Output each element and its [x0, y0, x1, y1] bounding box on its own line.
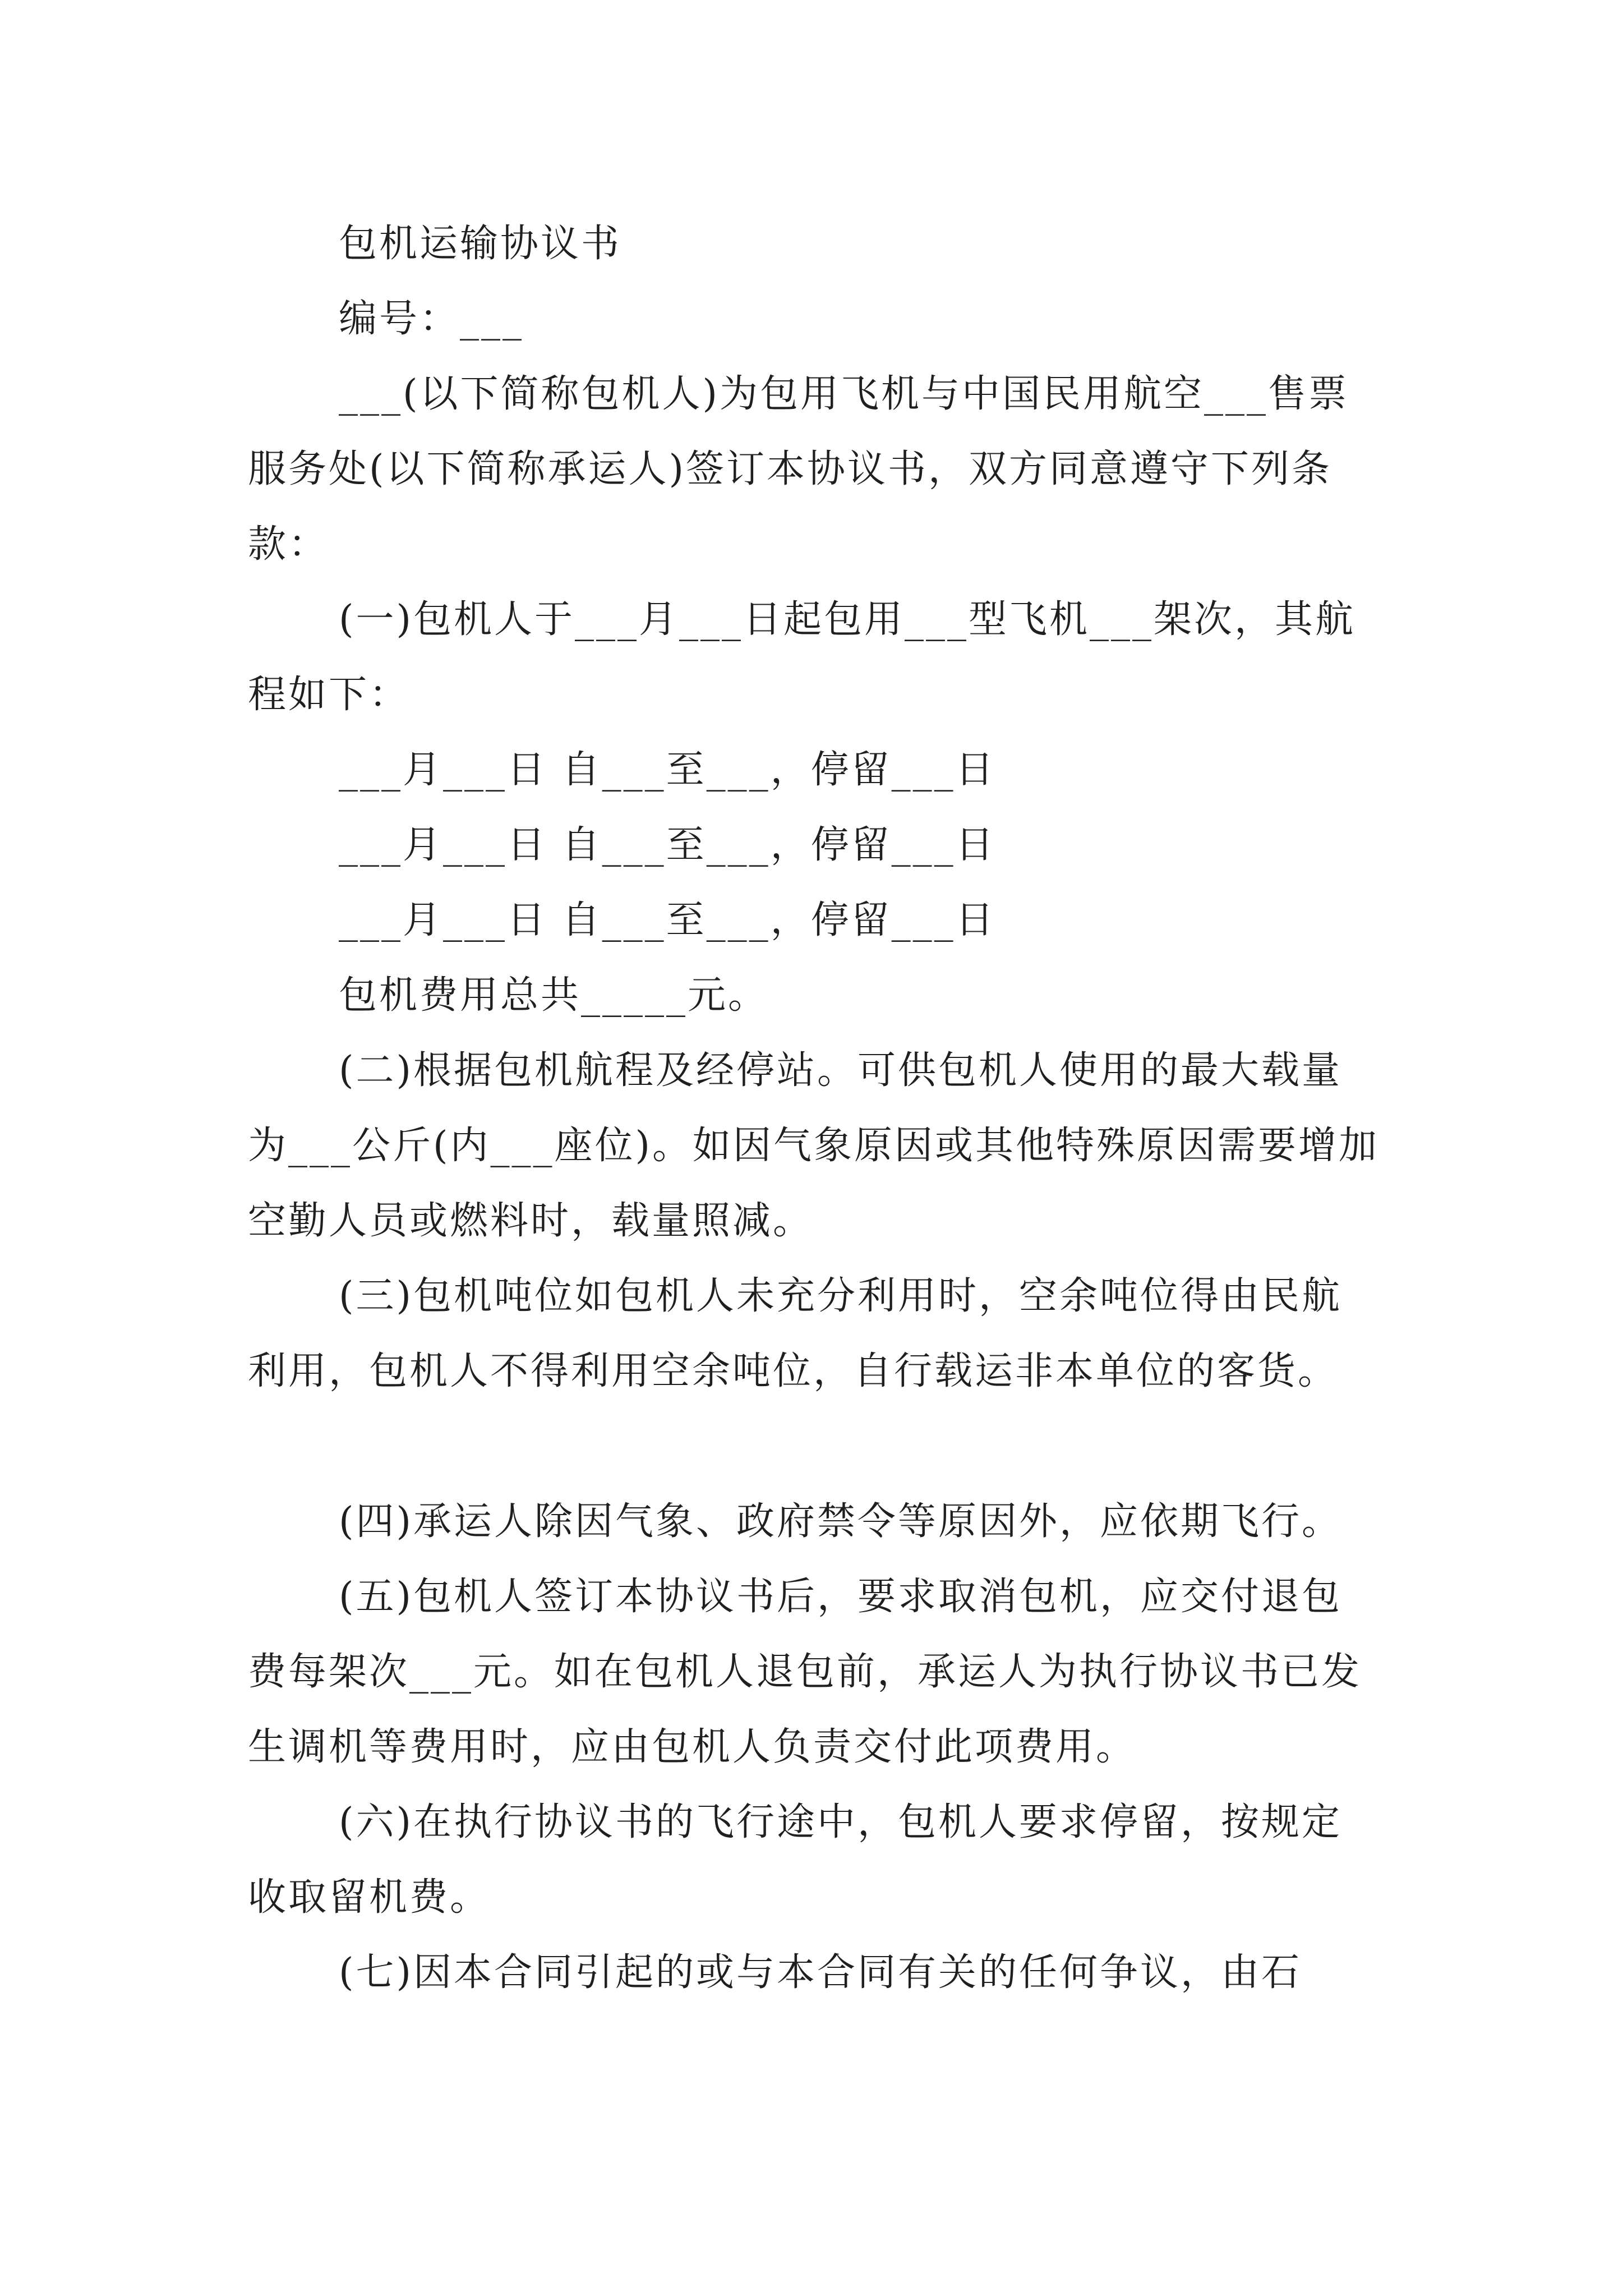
total-fee: 包机费用总共_____元。 [339, 973, 769, 1018]
intro-paragraph: ___(以下简称包机人)为包用飞机与中国民用航空___售票服务处(以下简称承运人)签订本协议书，双方同意遵守下列条款： [248, 372, 1349, 567]
clause-6: (六)在执行协议书的飞行途中，包机人要求停留，按规定收取留机费。 [248, 1800, 1343, 1920]
route-line-3: ___月___日 自___至___，停留___日 [339, 898, 996, 942]
clause-5: (五)包机人签订本协议书后，要求取消包机，应交付退包费每架次___元。如在包机人退包前，承运人为执行协议书已发生调机等费用时，应由包机人负责交付此项费用。 [248, 1575, 1362, 1769]
document-number: 编号：___ [339, 297, 524, 341]
route-line-1: ___月___日 自___至___，停留___日 [339, 748, 996, 792]
clause-3: (三)包机吨位如包机人未充分利用时，空余吨位得由民航利用，包机人不得利用空余吨位，自行载运非本单位的客货。 [248, 1274, 1343, 1393]
clause-4: (四)承运人除因气象、政府禁令等原因外，应依期飞行。 [339, 1499, 1343, 1544]
clause-2: (二)根据包机航程及经停站。可供包机人使用的最大载量为___公斤(内___座位)。如因气象原因或其他特殊原因需要增加空勤人员或燃料时，载量照减。 [248, 1048, 1380, 1243]
document-title: 包机运输协议书 [339, 222, 622, 266]
clause-1: (一)包机人于___月___日起包用___型飞机___架次，其航程如下： [248, 597, 1356, 717]
route-line-2: ___月___日 自___至___，停留___日 [339, 823, 996, 867]
clause-7: (七)因本合同引起的或与本合同有关的任何争议，由石 [339, 1950, 1302, 1995]
